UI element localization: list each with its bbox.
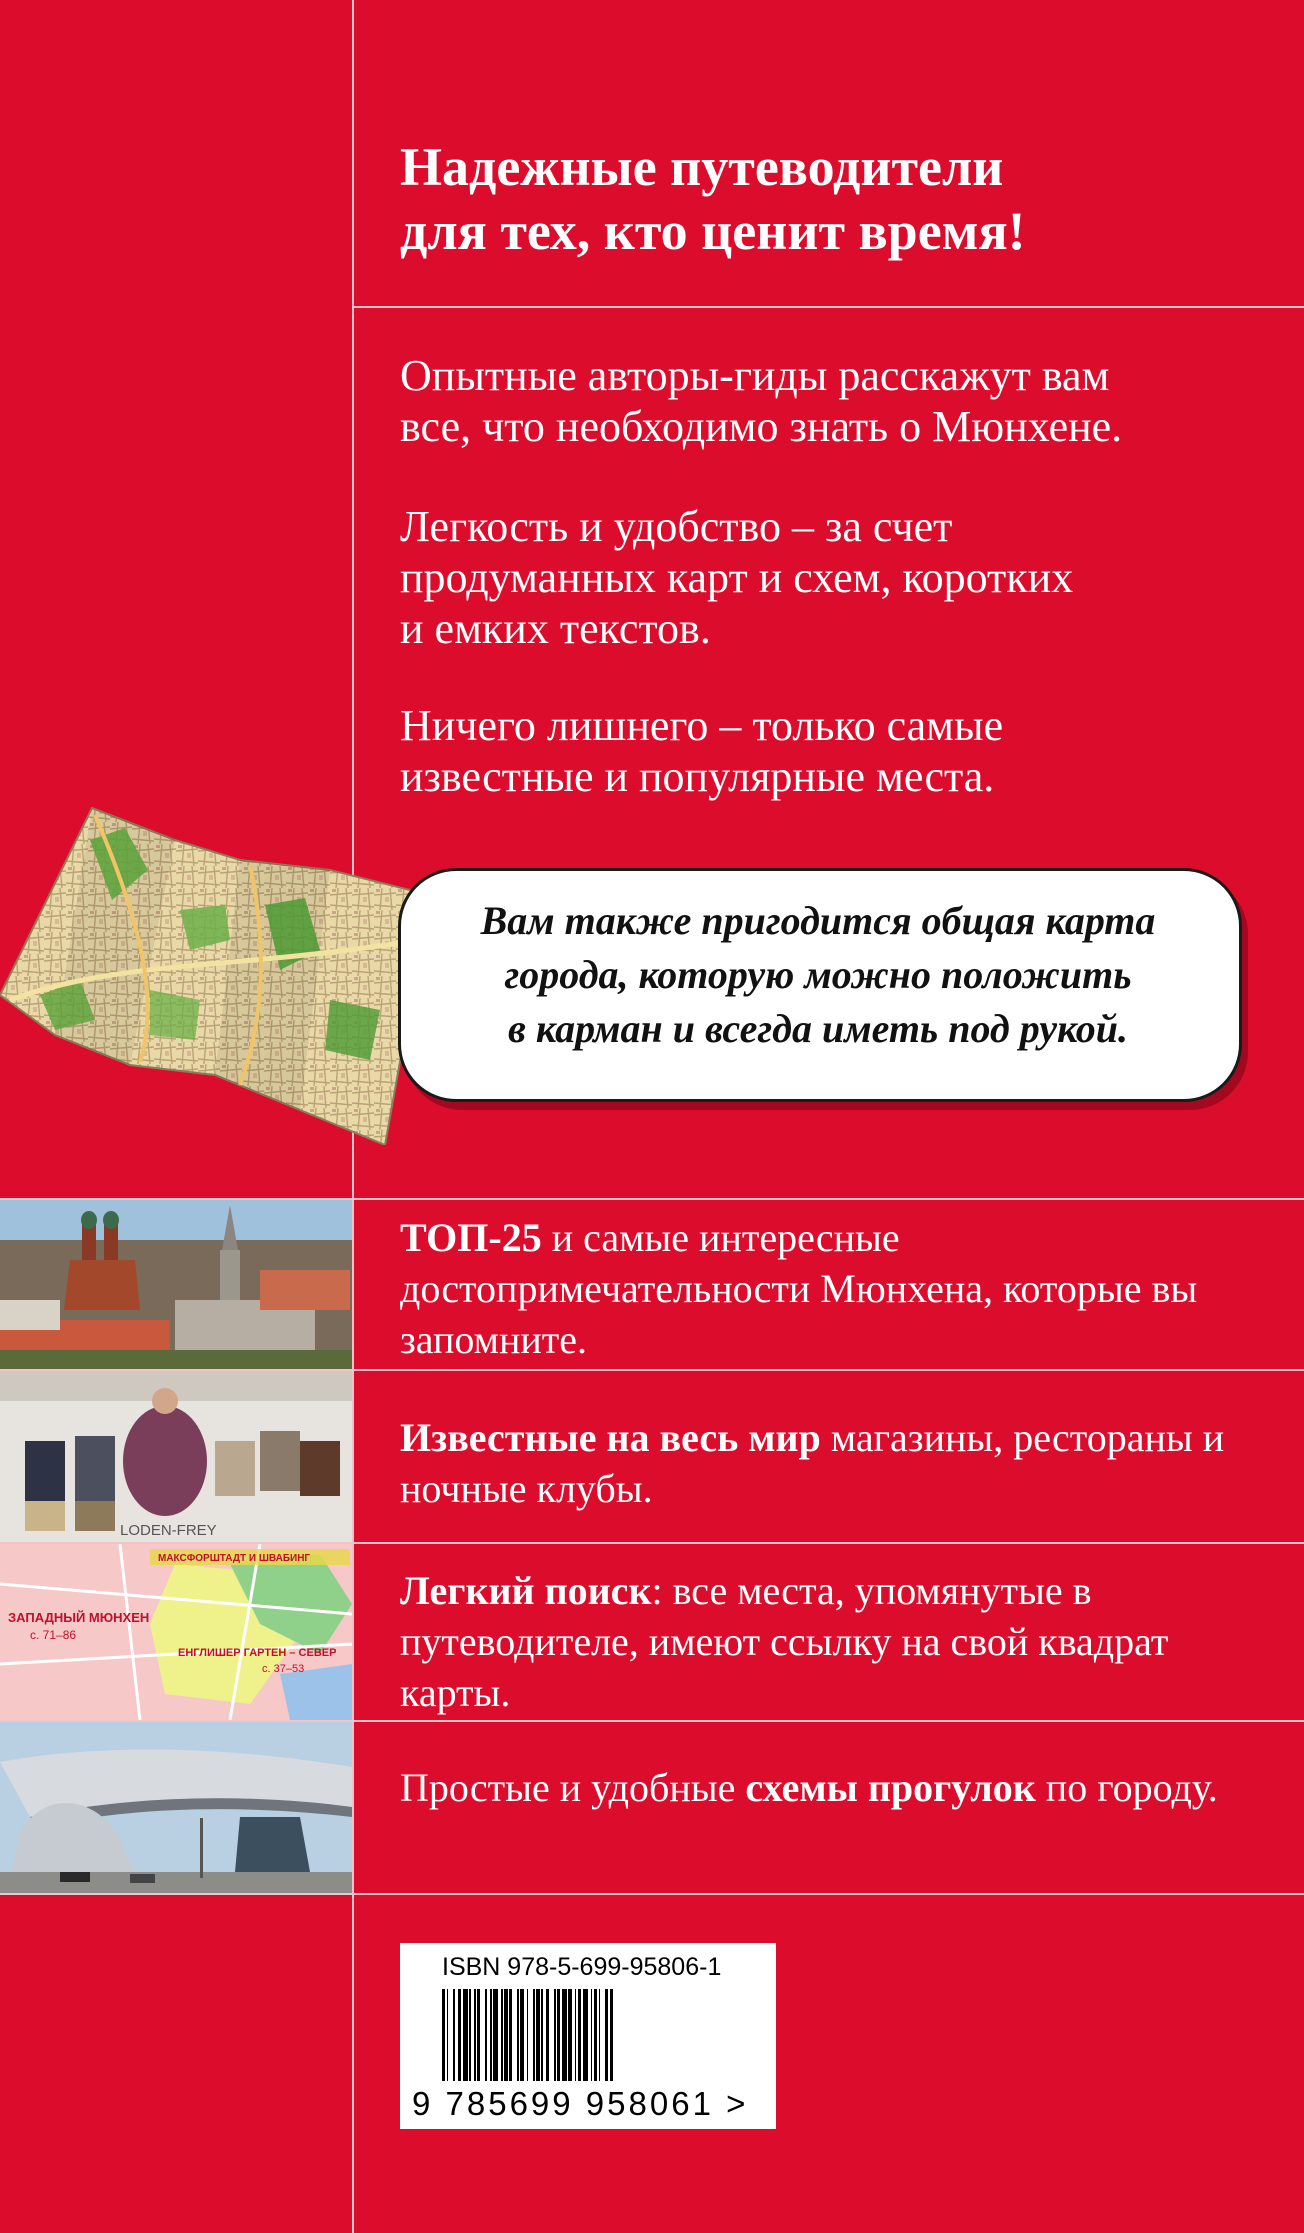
barcode-bar (504, 1989, 507, 2081)
barcode-bar (610, 1989, 613, 2081)
barcode-bar (474, 1989, 476, 2081)
folded-map-image (0, 800, 440, 1145)
title-line-1: Надежные путеводители (400, 137, 1004, 197)
feature-text: Простые и удобные (400, 1765, 746, 1810)
feature-text: магазины, рестораны и ночные клубы. (400, 1415, 1225, 1511)
feature-text: и самые интересные достопримечательности Мюнхена, которые вы запомните. (400, 1215, 1198, 1362)
feature-bold: Известные на весь мир (400, 1415, 821, 1460)
feature-bold: Легкий поиск (400, 1568, 652, 1613)
barcode-bar (442, 1989, 445, 2081)
barcode-bar (562, 1989, 567, 2081)
barcode-block (400, 1943, 776, 2129)
page-title (400, 135, 1280, 263)
divider-header (354, 306, 1304, 308)
feature-bold: схемы прогулок (745, 1765, 1036, 1810)
barcode-bar (469, 1989, 471, 2081)
bmw-welt-photo (0, 1722, 352, 1893)
map-label-top: МАКСФОРШТАДТ И ШВАБИНГ (158, 1553, 311, 1564)
barcode-bars (442, 1989, 750, 2081)
map-label-west: ЗАПАДНЫЙ МЮНХЕН (8, 1610, 150, 1625)
barcode-bar (463, 1989, 468, 2081)
barcode-bar (458, 1989, 461, 2081)
map-label-north-pages: с. 37–53 (262, 1663, 305, 1675)
map-label-west-pages: с. 71–86 (30, 1628, 77, 1642)
district-map-thumbnail (0, 1544, 352, 1720)
barcode-bar (605, 1989, 608, 2081)
barcode-bar (527, 1989, 529, 2081)
barcode-digits: 9 785699 958061 > (412, 2085, 749, 2122)
shop-window-photo (0, 1371, 352, 1542)
barcode-bar (533, 1989, 535, 2081)
barcode-bar (501, 1989, 503, 2081)
barcode-bar (541, 1989, 543, 2081)
barcode-bar (509, 1989, 512, 2081)
callout-text: Вам также пригодится общая карта города, которую можно положить в карман и всегда иметь под рукой. (480, 898, 1156, 1051)
barcode-bar (477, 1989, 480, 2081)
barcode-bar (583, 1989, 588, 2081)
feature-top25 (400, 1212, 1280, 1365)
feature-shops (400, 1412, 1280, 1514)
barcode-bar (554, 1989, 556, 2081)
barcode-bar (546, 1989, 549, 2081)
barcode-bar (447, 1989, 449, 2081)
title-line-2: для тех, кто ценит время! (400, 201, 1026, 261)
feature-search (400, 1565, 1280, 1718)
isbn-text: ISBN 978-5-699-95806-1 (442, 1953, 722, 1981)
munich-skyline-photo (0, 1200, 352, 1369)
map-label-north: ЕНГЛИШЕР ГАРТЕН – СЕВЕР (178, 1647, 337, 1659)
barcode-bar (594, 1989, 597, 2081)
intro-paragraph: Легкость и удобство – за счет продуманных карт и схем, коротких и емких текстов. (400, 502, 1074, 653)
barcode-bar (493, 1989, 498, 2081)
barcode-bar (578, 1989, 581, 2081)
barcode-bar (490, 1989, 492, 2081)
intro-paragraph: Опытные авторы-гиды расскажут вам все, что необходимо знать о Мюнхене. (400, 351, 1123, 451)
barcode-bar (568, 1989, 571, 2081)
divider-feature-4 (0, 1893, 1304, 1895)
barcode-bar (557, 1989, 560, 2081)
barcode-bar (520, 1989, 523, 2081)
barcode-bar (591, 1989, 593, 2081)
barcode-bar (536, 1989, 539, 2081)
feature-text: по городу. (1035, 1765, 1218, 1810)
barcode-bar (485, 1989, 487, 2081)
barcode-bar (575, 1989, 577, 2081)
barcode-bar (517, 1989, 519, 2081)
barcode-bar (599, 1989, 601, 2081)
feature-walks (400, 1762, 1280, 1813)
intro-paragraph: Ничего лишнего – только самые известные и популярные места. (400, 701, 1004, 801)
shop-sign-text: LODEN-FREY (120, 1522, 217, 1539)
feature-bold: ТОП-25 (400, 1215, 542, 1260)
barcode-bar (453, 1989, 455, 2081)
feature-text: : все места, упомянутые в путеводителе, имеют ссылку на свой квадрат карты. (400, 1568, 1169, 1715)
